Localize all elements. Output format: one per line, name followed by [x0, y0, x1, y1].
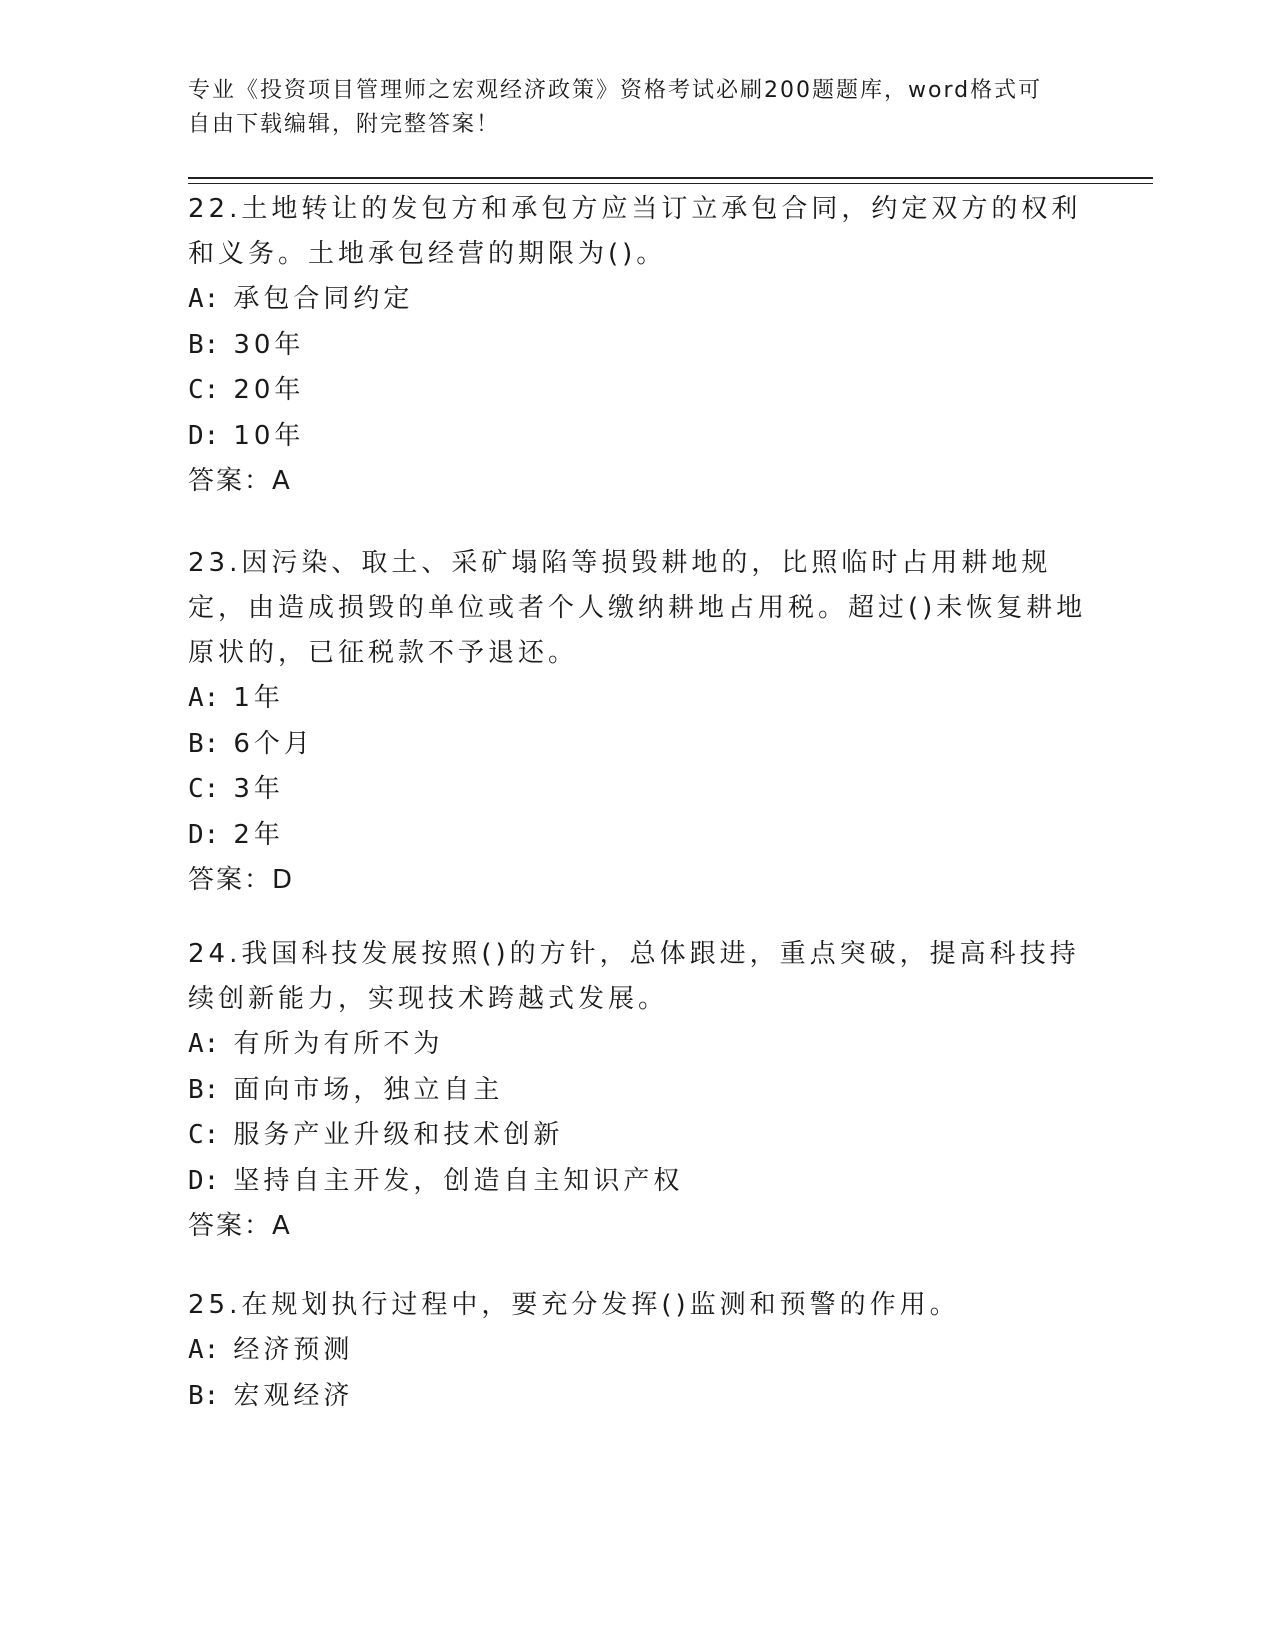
- option-text: 承包合同约定: [233, 284, 414, 314]
- option-text: 服务产业升级和技术创新: [233, 1120, 564, 1150]
- option-text: 1年: [233, 683, 284, 713]
- answer: 答案：A: [188, 466, 292, 496]
- question-stem: 23.因污染、取土、采矿塌陷等损毁耕地的，比照临时占用耕地规定，由造成损毁的单位或者个人缴纳耕地占用税。超过()未恢复耕地原状的，已征税款不予退还。: [188, 548, 1087, 668]
- option-key: C:: [188, 375, 220, 405]
- option-key: B:: [188, 329, 220, 360]
- header-divider-thick: [188, 177, 1153, 179]
- option-text: 经济预测: [233, 1335, 354, 1365]
- document-header: [188, 74, 1088, 142]
- option-key: A:: [188, 1029, 220, 1059]
- option-key: D:: [188, 1165, 220, 1196]
- question-22: [188, 187, 1088, 504]
- option-key: A:: [188, 284, 220, 314]
- option-c: [188, 767, 1088, 813]
- question-24: [188, 932, 1088, 1249]
- header-line-2: 自由下载编辑，附完整答案！: [188, 112, 501, 137]
- question-stem: 22.土地转让的发包方和承包方应当订立承包合同，约定双方的权利和义务。土地承包经营的期限为()。: [188, 194, 1082, 269]
- option-key: B:: [188, 1380, 220, 1411]
- option-text: 10年: [233, 420, 305, 451]
- option-key: C:: [188, 774, 220, 804]
- option-text: 3年: [233, 774, 284, 804]
- option-text: 20年: [233, 375, 305, 405]
- option-b: [188, 1068, 1088, 1114]
- option-b: [188, 323, 1088, 369]
- answer: 答案：A: [188, 1211, 292, 1241]
- question-stem: 24.我国科技发展按照()的方针，总体跟进，重点突破，提高科技持续创新能力，实现技术跨越式发展。: [188, 939, 1080, 1014]
- option-key: A:: [188, 683, 220, 713]
- option-d: [188, 1159, 1088, 1205]
- question-stem: 25.在规划执行过程中，要充分发挥()监测和预警的作用。: [188, 1290, 960, 1320]
- option-key: D:: [188, 819, 220, 850]
- option-a: [188, 277, 1088, 323]
- option-d: [188, 414, 1088, 460]
- option-c: [188, 368, 1088, 414]
- header-line-1: 专业《投资项目管理师之宏观经济政策》资格考试必刷200题题库，word格式可: [188, 78, 1043, 103]
- option-text: 面向市场，独立自主: [233, 1074, 504, 1105]
- option-key: B:: [188, 1074, 220, 1105]
- option-text: 宏观经济: [233, 1380, 354, 1411]
- option-key: C:: [188, 1120, 220, 1150]
- option-a: [188, 1328, 1088, 1374]
- option-key: B:: [188, 728, 220, 759]
- question-25: [188, 1283, 1088, 1419]
- option-c: [188, 1113, 1088, 1159]
- header-divider-thin: [188, 183, 1153, 184]
- option-b: [188, 1374, 1088, 1420]
- option-a: [188, 676, 1088, 722]
- option-text: 有所为有所不为: [233, 1029, 444, 1059]
- option-a: [188, 1022, 1088, 1068]
- option-text: 2年: [233, 819, 284, 850]
- option-text: 6个月: [233, 728, 314, 759]
- option-text: 坚持自主开发，创造自主知识产权: [233, 1165, 684, 1196]
- option-b: [188, 722, 1088, 768]
- option-text: 30年: [233, 329, 305, 360]
- option-key: A:: [188, 1335, 220, 1365]
- answer: 答案：D: [188, 865, 295, 895]
- option-d: [188, 813, 1088, 859]
- option-key: D:: [188, 420, 220, 451]
- question-23: [188, 541, 1088, 903]
